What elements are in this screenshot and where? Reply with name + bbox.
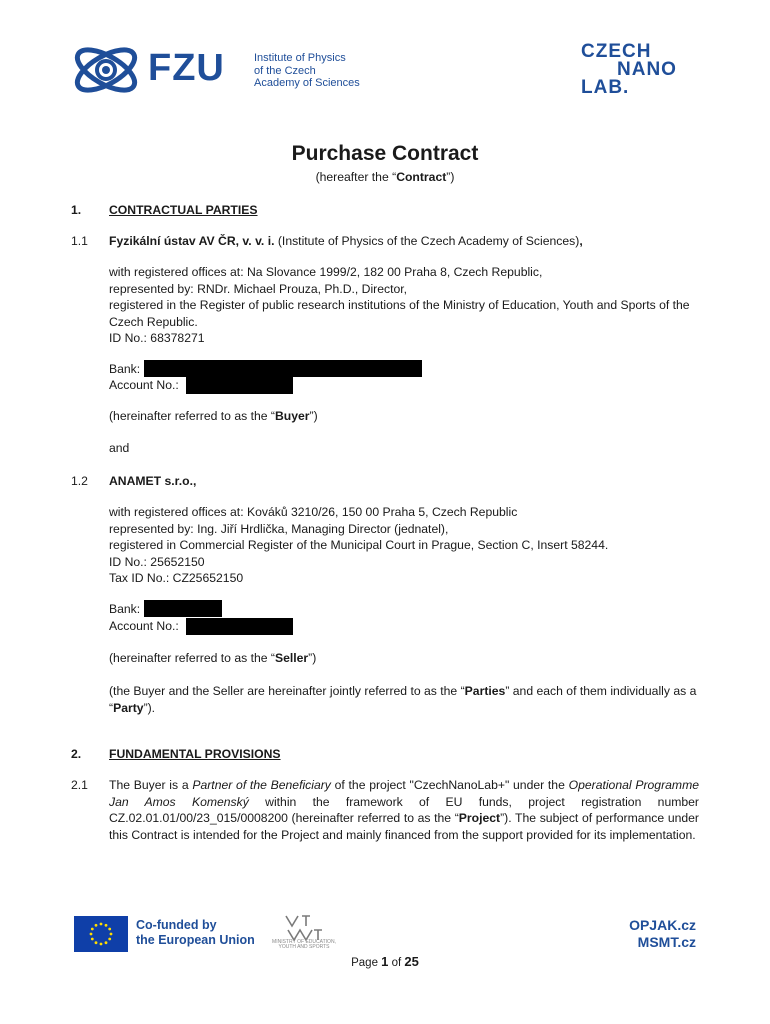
buyer-reference: (hereinafter referred to as the “Buyer”) xyxy=(109,409,318,423)
clause-number: 2.1 xyxy=(71,778,88,792)
cnl-logo-line: CZECH xyxy=(581,41,652,62)
buyer-id: ID No.: 68378271 xyxy=(109,331,205,345)
cnl-logo-line: LAB. xyxy=(581,77,630,98)
section-heading: FUNDAMENTAL PROVISIONS xyxy=(109,747,281,761)
section-heading: CONTRACTUAL PARTIES xyxy=(109,203,258,217)
seller-details xyxy=(109,504,699,587)
seller-representative: represented by: Ing. Jiří Hrdlička, Managing Director (jednatel), xyxy=(109,521,449,536)
buyer-offices: with registered offices at: Na Slovance 1999/2, 182 00 Praha 8, Czech Republic, xyxy=(109,265,543,279)
redaction-bar xyxy=(144,600,222,617)
buyer-representative: represented by: RNDr. Michael Prouza, Ph.D., Director, xyxy=(109,281,408,296)
eu-cofunded-text: Co-funded by the European Union xyxy=(136,918,255,947)
document-title: Purchase Contract xyxy=(291,142,479,165)
seller-tax-id: Tax ID No.: CZ25652150 xyxy=(109,571,244,585)
msmt-caption: MINISTRY OF EDUCATION, YOUTH AND SPORTS xyxy=(272,939,336,950)
cnl-logo-line: NANO xyxy=(617,59,677,80)
section-number: 2. xyxy=(71,747,82,761)
buyer-name: Fyzikální ústav AV ČR, v. v. i. (Institute of Physics of the Czech Academy of Sciences), xyxy=(109,234,583,248)
clause-number: 1.2 xyxy=(71,474,88,488)
msmt-link: MSMT.cz xyxy=(637,934,696,950)
document-subtitle: (hereafter the “Contract”) xyxy=(315,170,455,184)
redaction-bar xyxy=(186,377,293,394)
clause-2-1-text: The Buyer is a Partner of the Beneficiary of the project "CzechNanoLab+" under the Operational Programme Jan Amos Komenský within the framework of EU funds, project registration number CZ.02.01.01/00/23_015/0008200 (hereinafter referred to as the “Project”). The subject of performance under this Contract is intended for the Project and mainly financed from the support provided for its implementation. xyxy=(109,778,699,842)
czechnanolab-logo xyxy=(578,40,708,100)
seller-name: ANAMET s.r.o., xyxy=(109,474,197,488)
seller-offices: with registered offices at: Kováků 3210/26, 150 00 Praha 5, Czech Republic xyxy=(109,505,518,519)
opjak-link: OPJAK.cz xyxy=(629,917,696,933)
buyer-bank-label: Bank: xyxy=(109,362,141,376)
clause-number: 1.1 xyxy=(71,234,88,248)
atom-logo-icon xyxy=(70,40,142,100)
buyer-registration: registered in the Register of public research institutions of the Ministry of Education, Youth and Sports of the Czech Republic. xyxy=(109,298,690,329)
buyer-account-label: Account No.: xyxy=(109,378,179,392)
seller-id: ID No.: 25652150 xyxy=(109,554,205,569)
section-number: 1. xyxy=(71,203,82,217)
page-number: Page 1 of 25 xyxy=(351,954,419,969)
eu-flag-icon xyxy=(74,916,128,952)
buyer-details xyxy=(109,264,699,347)
seller-account-label: Account No.: xyxy=(109,619,179,633)
redaction-bar xyxy=(186,618,293,635)
parties-definition: (the Buyer and the Seller are hereinafter jointly referred to as the “Parties” and each of them individually as a “Party”). xyxy=(109,684,697,715)
seller-registration: registered in Commercial Register of the Municipal Court in Prague, Section C, Insert 58244. xyxy=(109,538,609,552)
fzu-institute-name: Institute of Physics of the Czech Academy of Sciences xyxy=(254,52,360,89)
seller-bank-label: Bank: xyxy=(109,602,141,616)
fzu-logo xyxy=(70,40,370,100)
fzu-wordmark: FZU xyxy=(148,47,225,89)
seller-reference: (hereinafter referred to as the “Seller”) xyxy=(109,651,317,665)
and-text: and xyxy=(109,441,130,455)
redaction-bar xyxy=(144,360,422,377)
